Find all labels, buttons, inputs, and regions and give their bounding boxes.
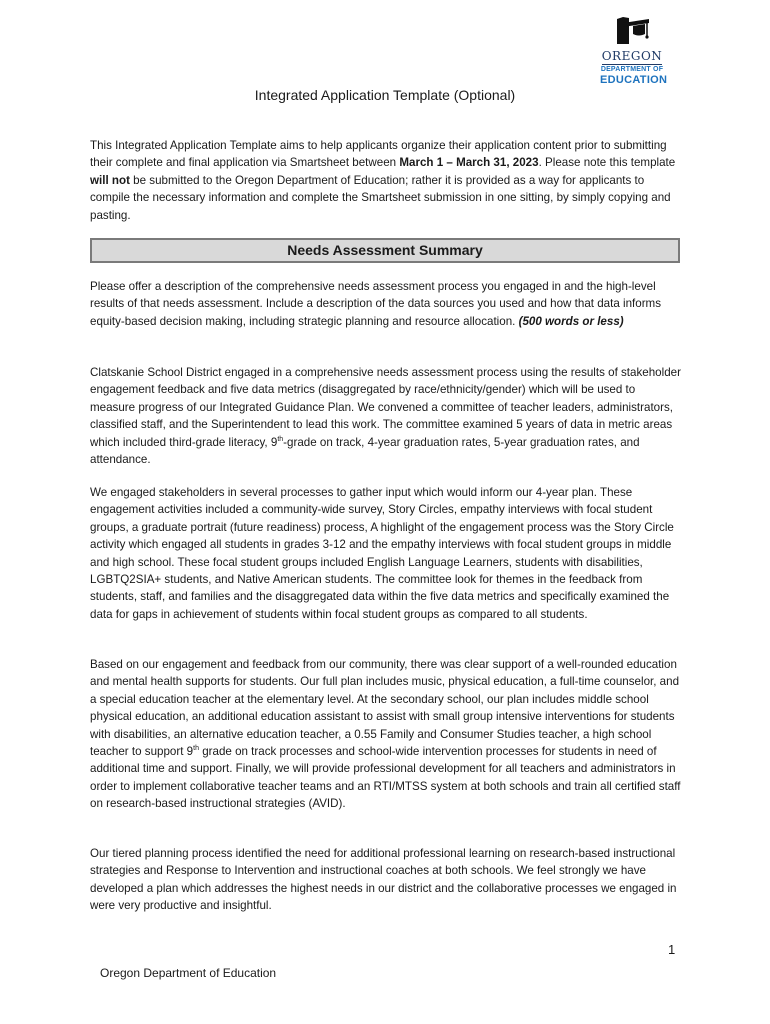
intro-text-2: . Please note this template (538, 156, 676, 170)
p3-text-a: Based on our engagement and feedback from our community, there was clear support of a well-rounded education and mental health supports for students. Our full plan includes music, physical education, a full-time counselor, and a special education teacher at the elementary level. At the secondary school, our plan includes middle school physical education, an additional education assistant to assist with small group intensive interventions for students with disabilities, an alternative education teacher, a 0.55 Family and Consumer Studies teacher, a high school teacher to support 9 (90, 658, 680, 759)
p1-text-a: Clatskanie School District engaged in a comprehensive needs assessment process using the results of stakeholder engagement feedback and five data metrics (disaggregated by race/ethnicity/gender) which will be used to measure progress of our Integrated Guidance Plan. We convened a committee of teacher leaders, administrators, classified staff, and the Superintendent to lead this work. The committee examined 5 years of data in metric areas which included third-grade literacy, 9 (90, 366, 681, 449)
logo-line-department: DEPARTMENT OF (600, 66, 664, 73)
p3-superscript: th (193, 745, 199, 753)
response-paragraph-1 (90, 364, 682, 468)
response-paragraph-4: Our tiered planning process identified the need for additional professional learning on research-based instructional strategies and Response to Intervention and instructional coaches at both schools. We feel strongly we have developed a plan which addresses the highest needs in our district and the collaborative processes we engaged in were very productive and insightful. (90, 847, 677, 913)
response-paragraph-3 (90, 656, 682, 813)
page-number: 1 (668, 942, 676, 957)
submission-dates: March 1 – March 31, 2023 (399, 156, 539, 170)
p3-text-b: grade on track processes and school-wide intervention processes for students in need of additional time and support. Finally, we will provide professional development for all teachers and administrators in order to implement collaborative teacher teams and an RTI/MTSS system at both schools and train all certified staff on research-based instructional strategies (AVID). (90, 745, 681, 811)
intro-text-3: be submitted to the Oregon Department of Education; rather it is provided as a way for applicants to compile the necessary information and complete the Smartsheet submission in one sitting, by simply copying and pasting. (90, 173, 671, 222)
p1-superscript: th (277, 435, 284, 443)
ode-logo (600, 14, 668, 86)
logo-divider (602, 64, 662, 65)
page-footer: Oregon Department of Education (100, 966, 277, 980)
will-not-emphasis: will not (90, 173, 130, 187)
prompt-text: Please offer a description of the comprehensive needs assessment process you engaged in and the high-level results of that needs assessment. Include a description of the data sources you used and how that data informs equity-based decision making, including strategic planning and resource allocation. (90, 280, 662, 328)
intro-text-1: This Integrated Application Template aims to help applicants organize their application content prior to submitting their complete and final application via Smartsheet between (90, 139, 667, 170)
p1-text-b: -grade on track, 4-year graduation rates, 5-year graduation rates, and attendance. (90, 435, 640, 467)
logo-line-education: EDUCATION (600, 74, 668, 86)
intro-paragraph (90, 137, 682, 224)
logo-line-oregon: OREGON (601, 49, 663, 63)
graduation-cap-state-icon (614, 14, 650, 48)
response-paragraph-2: We engaged stakeholders in several processes to gather input which would inform our 4-year plan. These engagement activities included a community-wide survey, Story Circles, empathy interviews with focal student groups, a graduate portrait (future readiness) process, A highlight of the engagement process was the Story Circle activity which engaged all students in grades 3-12 and the empathy interviews with focal student groups in middle and high school. These focal student groups included English Language Learners, students with disabilities, LGBTQ2SIA+ students, and Native American students. The committee look for themes in the feedback from students, staff, and families and the disaggregated data within the five data metrics and specifically examined the data for gaps in achievement of students within focal student groups as compared to all students. (90, 486, 674, 621)
section-heading: Needs Assessment Summary (90, 238, 680, 263)
word-limit: (500 words or less) (518, 314, 624, 328)
prompt-paragraph (90, 278, 682, 330)
document-title: Integrated Application Template (Optional) (254, 87, 516, 103)
